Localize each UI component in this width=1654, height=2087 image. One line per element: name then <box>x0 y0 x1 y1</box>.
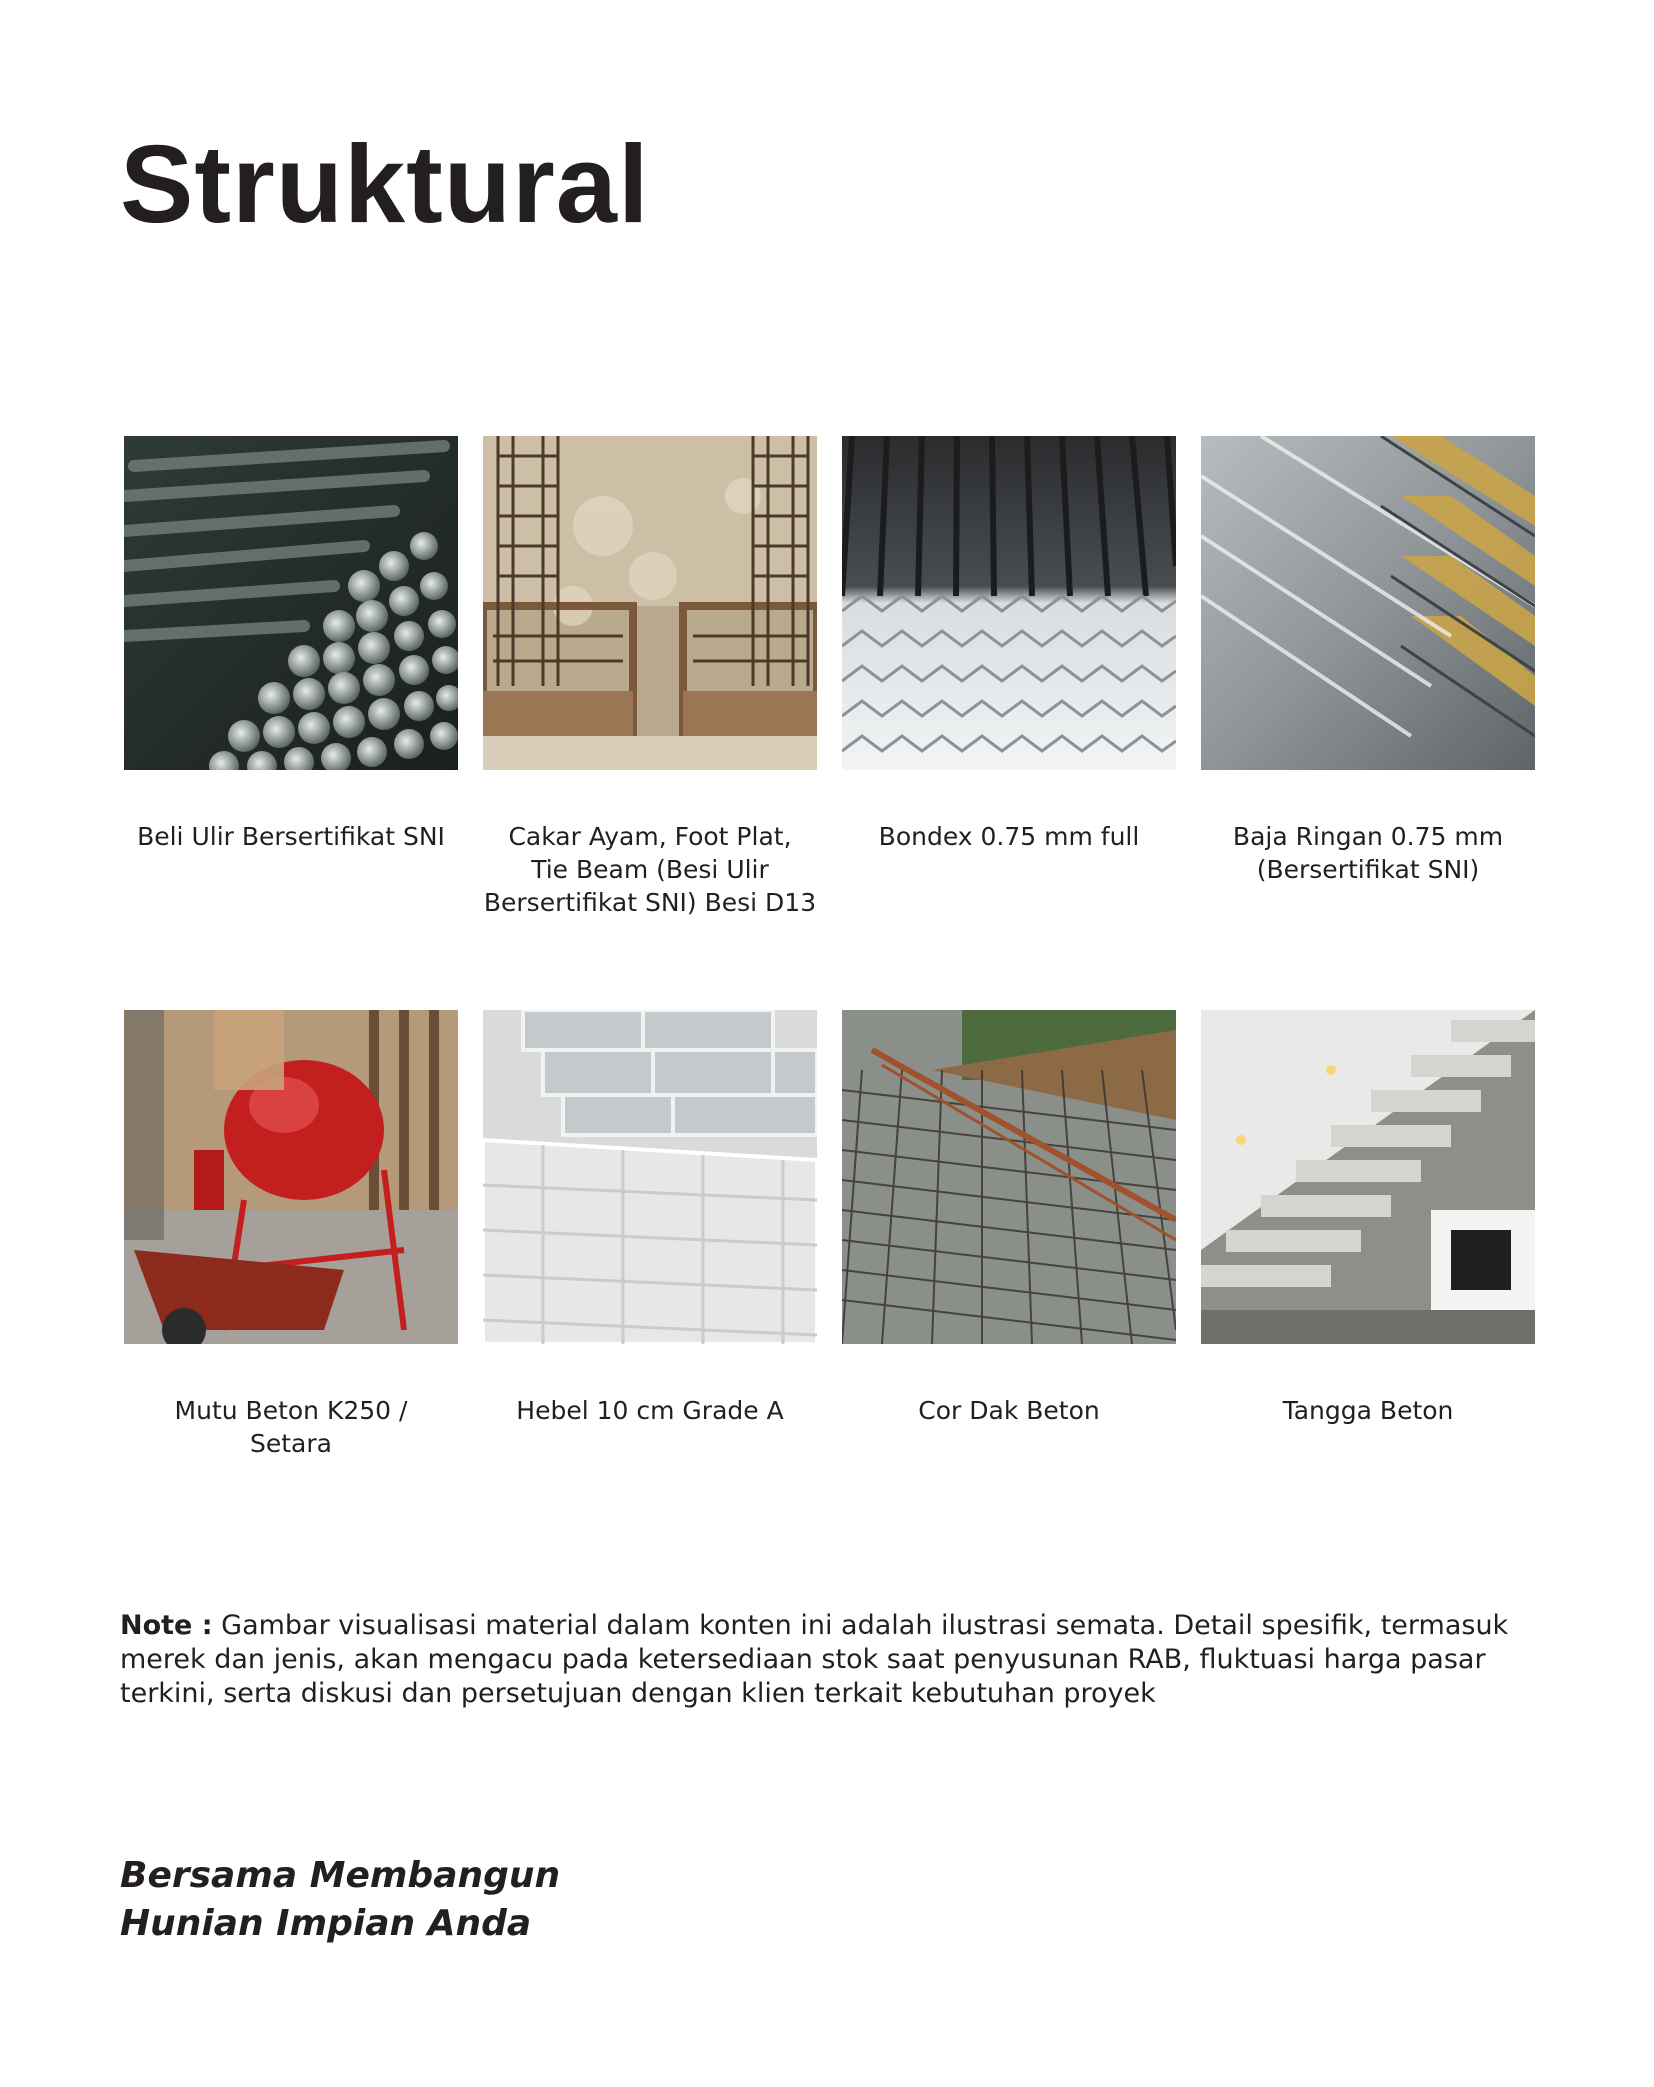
concrete-mixer-photo <box>124 1010 458 1344</box>
note-label: Note : <box>120 1610 213 1641</box>
material-card <box>124 1010 458 1460</box>
rebar-bundle-photo <box>124 436 458 770</box>
slab-rebar-mesh-photo <box>842 1010 1176 1344</box>
tagline-line-1: Bersama Membangun <box>120 1855 561 1896</box>
material-caption: Cor Dak Beton <box>918 1396 1100 1425</box>
foot-plat-reinforcement-photo <box>483 436 817 770</box>
tagline-line-2: Hunian Impian Anda <box>120 1903 532 1944</box>
material-card <box>842 436 1176 919</box>
material-card <box>483 436 817 919</box>
material-caption: Mutu Beton K250 / Setara <box>174 1396 408 1458</box>
material-card <box>483 1010 817 1460</box>
bondex-deck-sheets-photo <box>842 436 1176 770</box>
material-caption: Hebel 10 cm Grade A <box>516 1396 784 1425</box>
material-caption: Tangga Beton <box>1282 1396 1454 1425</box>
hebel-blocks-photo <box>483 1010 817 1344</box>
page-title: Struktural <box>120 123 650 246</box>
material-card <box>1201 1010 1535 1460</box>
note-paragraph <box>120 1609 1530 1711</box>
material-card <box>124 436 458 919</box>
material-grid-row-2 <box>124 1010 1534 1460</box>
concrete-stairs-photo <box>1201 1010 1535 1344</box>
material-caption: Baja Ringan 0.75 mm (Bersertifikat SNI) <box>1232 822 1504 884</box>
tagline <box>120 1852 560 1948</box>
material-caption: Bondex 0.75 mm full <box>878 822 1140 851</box>
material-grid-row-1 <box>124 436 1534 919</box>
note-text: Gambar visualisasi material dalam konten ini adalah ilustrasi semata. Detail spesifik, termasuk merek dan jenis, akan mengacu pada ketersediaan stok saat penyusunan RAB, fluktuasi harga pasar terkini, serta diskusi dan persetujuan dengan klien terkait kebutuhan proyek <box>120 1610 1509 1709</box>
light-steel-profiles-photo <box>1201 436 1535 770</box>
material-card <box>1201 436 1535 919</box>
material-caption: Cakar Ayam, Foot Plat, Tie Beam (Besi Ulir Bersertifikat SNI) Besi D13 <box>483 822 817 917</box>
material-card <box>842 1010 1176 1460</box>
material-caption: Beli Ulir Bersertifikat SNI <box>137 822 445 851</box>
